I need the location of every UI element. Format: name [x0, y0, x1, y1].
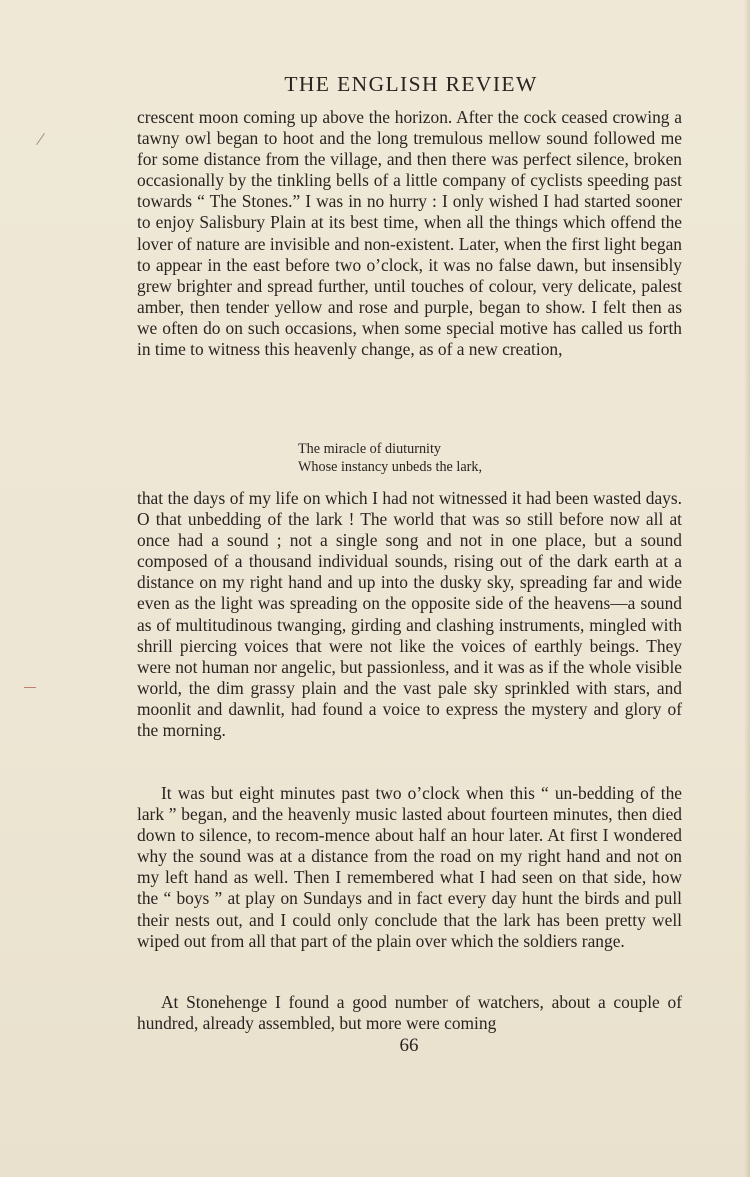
- paragraph-3: It was but eight minutes past two o’clock when this “ un-bedding of the lark ” began, and the heavenly music lasted about fourteen minutes, then died down to silence, to recom-mence about half an hour later. At first I wondered why the sound was at a distance from the road on my right hand and not on my left hand as well. Then I remembered what I had seen on that side, how the “ boys ” at play on Sundays and in fact every day hunt the birds and pull their nests out, and I could only conclude that the lark has been pretty well wiped out from all that part of the plain over which the soldiers range.: [137, 783, 682, 951]
- verse-line-1: The miracle of diuturnity: [298, 441, 442, 457]
- running-head: THE ENGLISH REVIEW: [284, 72, 538, 96]
- paragraph-2: that the days of my life on which I had not witnessed it had been wasted days. O that unbedding of the lark ! The world that was so still before now all at once had a sound ; not a single song and not in one place, but a sound composed of a thousand individual sounds, rising out of the dark earth at a distance on my right hand and up into the dusky sky, spreading far and wide even as the light was spreading on the opposite side of the heavens—a sound as of multitudinous twanging, girding and clashing instruments, mingled with shrill piercing voices that were not like the voices of earthly beings. They were not human nor angelic, but passionless, and it was as if the whole visible world, the dim grassy plain and the vast pale sky sprinkled with stars, and moonlit and dawnlit, had found a voice to express the mystery and glory of the morning.: [137, 488, 682, 741]
- pencil-mark: [36, 133, 45, 145]
- page-number: 66: [399, 1035, 419, 1056]
- page-edge-shadow: [744, 0, 750, 1177]
- paragraph-4: At Stonehenge I found a good number of watchers, about a couple of hundred, already assembled, but more were coming: [137, 992, 682, 1034]
- verse-line-2: Whose instancy unbeds the lark,: [298, 459, 482, 475]
- margin-mark: [24, 687, 36, 688]
- paragraph-1: crescent moon coming up above the horizon. After the cock ceased crowing a tawny owl began to hoot and the long tremulous mellow sound followed me for some distance from the village, and then there was perfect silence, broken occasionally by the tinkling bells of a little company of cyclists speeding past towards “ The Stones.” I was in no hurry : I only wished I had started sooner to enjoy Salisbury Plain at its best time, when all the things which offend the lover of nature are invisible and non-existent. Later, when the first light began to appear in the east before two o’clock, it was no false dawn, but insensibly grew brighter and spread further, until touches of colour, very delicate, palest amber, then tender yellow and rose and purple, began to show. I felt then as we often do on such occasions, when some special motive has called us forth in time to witness this heavenly change, as of a new creation,: [137, 107, 682, 360]
- verse-quote: [298, 440, 482, 476]
